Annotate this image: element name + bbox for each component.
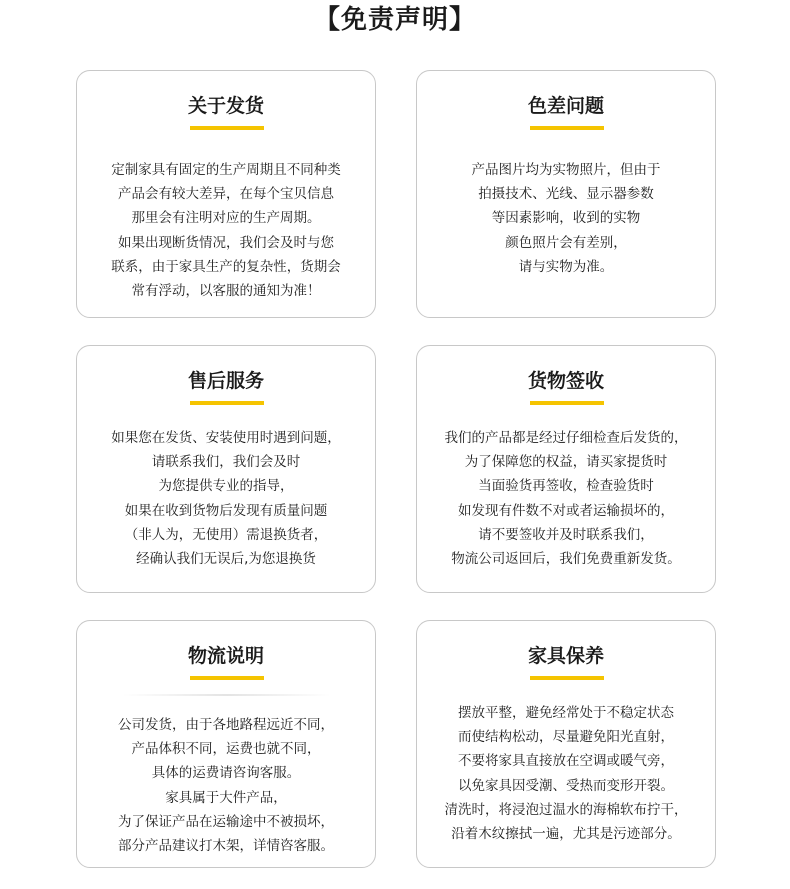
body-line: 如果您在发货、安装使用时遇到问题，: [111, 430, 341, 446]
title-underline: [530, 676, 604, 680]
body-line: 为您提供专业的指导，: [158, 478, 294, 495]
body-line: 如果在收到货物后发现有质量问题: [124, 502, 328, 519]
body-line: 以免家具因受潮、受热而变形开裂。: [458, 777, 674, 794]
body-line: 如果出现断货情况，我们会及时与您: [118, 234, 334, 251]
body-line: 沿着木纹擦拭一遍，尤其是污迹部分。: [451, 826, 681, 843]
after-sales-card: [76, 345, 376, 593]
logistics-card: [76, 620, 376, 868]
card-title: 关于发货: [187, 95, 264, 117]
title-underline: [190, 676, 264, 680]
body-line: 请联系我们，我们会及时: [151, 454, 301, 471]
body-line: 家具属于大件产品，: [165, 789, 287, 806]
body-line: 具体的运费请咨询客服。: [151, 765, 301, 782]
body-line: 摆放平整，避免经常处于不稳定状态: [458, 705, 674, 721]
divider: [123, 694, 331, 696]
body-line: （非人为，无使用）需退换货者，: [124, 526, 328, 543]
body-line: 请不要签收并及时联系我们，: [478, 526, 654, 543]
title-underline: [190, 126, 264, 130]
body-line: 定制家具有固定的生产周期且不同种类: [111, 162, 341, 178]
card-title: 色差问题: [527, 95, 604, 117]
card-title: 物流说明: [187, 645, 264, 667]
body-line: 不要将家具直接放在空调或暖气旁，: [458, 753, 674, 770]
body-line: 产品体积不同，运费也就不同，: [131, 741, 321, 758]
body-line: 产品会有较大差异，在每个宝贝信息: [118, 186, 334, 203]
card-body: [77, 158, 375, 303]
body-line: 物流公司返回后，我们免费重新发货。: [451, 551, 681, 568]
card-body: [77, 713, 375, 858]
card-body: [417, 701, 715, 846]
card-body: [417, 158, 715, 279]
title-underline: [530, 401, 604, 405]
body-line: 我们的产品都是经过仔细检查后发货的，: [444, 430, 688, 446]
card-body: [417, 426, 715, 571]
color-difference-card: [416, 70, 716, 318]
title-underline: [190, 401, 264, 405]
body-line: 请与实物为准。: [518, 258, 614, 275]
body-line: 拍摄技术、光线、显示器参数: [478, 186, 654, 203]
body-line: 为了保证产品在运输途中不被损坏，: [118, 813, 334, 830]
body-line: 那里会有注明对应的生产周期。: [131, 210, 321, 227]
card-title: 售后服务: [187, 370, 264, 392]
shipping-card: [76, 70, 376, 318]
page-title: 【免责声明】: [313, 5, 476, 35]
card-body: [77, 426, 375, 571]
furniture-care-card: [416, 620, 716, 868]
body-line: 公司发货，由于各地路程远近不同，: [118, 717, 334, 733]
body-line: 经确认我们无误后,为您退换货: [136, 551, 316, 568]
body-line: 当面验货再签收，检查验货时: [478, 478, 654, 495]
goods-receipt-card: [416, 345, 716, 593]
card-title: 货物签收: [527, 370, 604, 392]
body-line: 清洗时，将浸泡过温水的海棉软布拧干，: [444, 801, 688, 818]
body-line: 部分产品建议打木架，详情咨客服。: [118, 838, 334, 855]
body-line: 颜色照片会有差别，: [505, 234, 627, 251]
title-underline: [530, 126, 604, 130]
body-line: 产品图片均为实物照片，但由于: [471, 162, 661, 178]
body-line: 如发现有件数不对或者运输损坏的，: [458, 502, 674, 519]
body-line: 常有浮动，以客服的通知为准！: [131, 283, 321, 300]
body-line: 等因素影响，收到的实物: [491, 210, 641, 227]
body-line: 而使结构松动，尽量避免阳光直射，: [458, 729, 674, 746]
card-title: 家具保养: [527, 645, 604, 667]
body-line: 为了保障您的权益，请买家提货时: [464, 454, 668, 471]
body-line: 联系，由于家具生产的复杂性，货期会: [111, 258, 341, 275]
